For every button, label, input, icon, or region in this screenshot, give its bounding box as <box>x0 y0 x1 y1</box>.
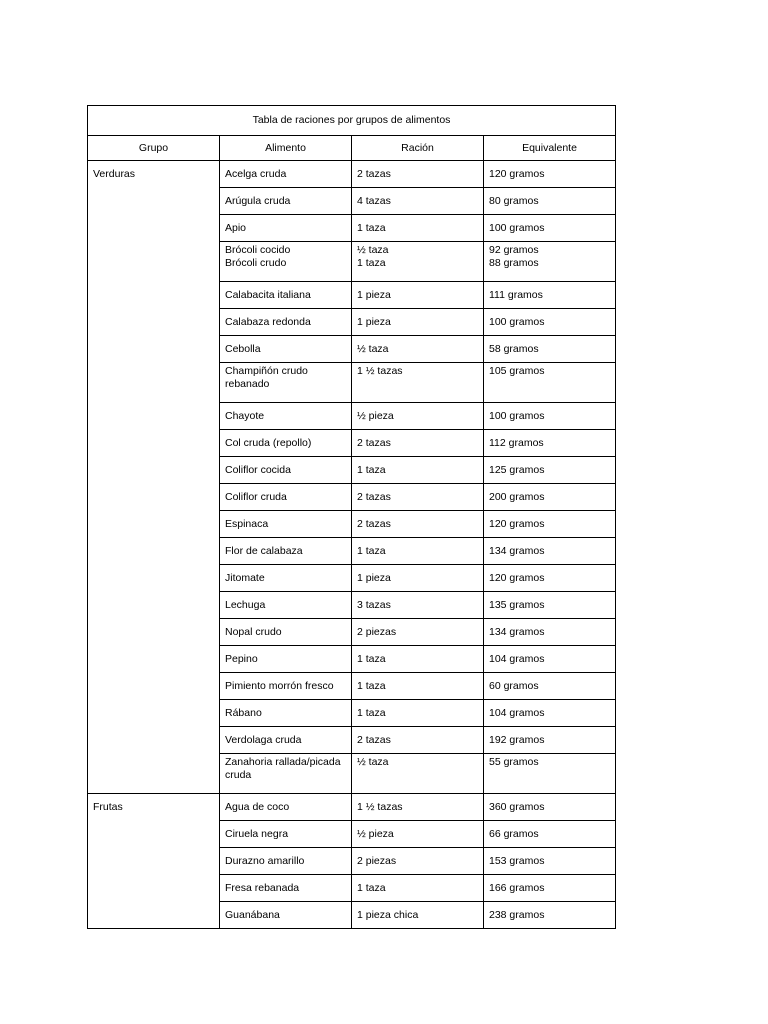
portion-cell <box>352 875 484 902</box>
portion-cell <box>352 848 484 875</box>
food-cell <box>220 821 352 848</box>
food-cell-line: Ciruela negra <box>225 827 289 840</box>
food-cell-line: Rábano <box>225 706 262 719</box>
portion-cell-line: 1 pieza <box>357 315 391 328</box>
equivalent-cell-line: 120 gramos <box>489 571 545 584</box>
portion-cell <box>352 646 484 673</box>
equivalent-cell-line: 112 gramos <box>489 436 544 449</box>
portion-cell <box>352 821 484 848</box>
food-cell-line: Chayote <box>225 409 265 422</box>
food-cell <box>220 484 352 511</box>
portion-cell <box>352 565 484 592</box>
portion-cell <box>352 336 484 363</box>
portion-cell <box>352 403 484 430</box>
portion-cell <box>352 592 484 619</box>
equivalent-cell-line: 92 gramos <box>489 244 539 256</box>
equivalent-cell <box>484 700 616 727</box>
food-cell-line: Flor de calabaza <box>225 544 303 557</box>
portion-cell <box>352 484 484 511</box>
food-cell-line: Calabaza redonda <box>225 315 311 328</box>
portion-cell <box>352 727 484 754</box>
portion-cell <box>352 511 484 538</box>
header-equivalent: Equivalente <box>484 136 616 161</box>
table-title-row <box>88 106 616 136</box>
food-cell <box>220 565 352 592</box>
portion-cell-line: ½ taza <box>357 244 389 256</box>
equivalent-cell-line: 360 gramos <box>489 800 545 813</box>
equivalent-cell-line: 104 gramos <box>489 706 545 719</box>
food-cell <box>220 403 352 430</box>
portion-cell <box>352 794 484 821</box>
food-cell-line: Durazno amarillo <box>225 854 305 867</box>
portion-cell <box>352 700 484 727</box>
portion-cell-line: 1 pieza <box>357 288 391 301</box>
food-cell-line: Coliflor cruda <box>225 490 287 503</box>
equivalent-cell <box>484 188 616 215</box>
portion-cell-line: 1 taza <box>357 256 386 269</box>
equivalent-cell-line: 60 gramos <box>489 679 539 692</box>
portion-cell <box>352 673 484 700</box>
portion-cell-line: 1 pieza <box>357 571 391 584</box>
equivalent-cell <box>484 484 616 511</box>
table-row <box>88 161 616 188</box>
equivalent-cell <box>484 282 616 309</box>
equivalent-cell-line: 192 gramos <box>489 733 545 746</box>
portion-cell <box>352 619 484 646</box>
equivalent-cell-line: 166 gramos <box>489 881 545 894</box>
header-food: Alimento <box>220 136 352 161</box>
equivalent-cell-line: 100 gramos <box>489 221 545 234</box>
food-cell <box>220 282 352 309</box>
header-portion: Ración <box>352 136 484 161</box>
portion-cell <box>352 161 484 188</box>
portion-cell-line: 2 tazas <box>357 167 391 180</box>
equivalent-cell <box>484 161 616 188</box>
equivalent-cell <box>484 242 616 282</box>
food-cell <box>220 592 352 619</box>
food-cell-line: Fresa rebanada <box>225 881 300 894</box>
portion-cell-line: 2 tazas <box>357 733 391 746</box>
equivalent-cell-line: 238 gramos <box>489 908 545 921</box>
equivalent-cell <box>484 727 616 754</box>
equivalent-cell <box>484 821 616 848</box>
portion-cell <box>352 188 484 215</box>
header-group: Grupo <box>88 136 220 161</box>
food-cell <box>220 511 352 538</box>
food-cell <box>220 336 352 363</box>
equivalent-cell <box>484 619 616 646</box>
food-cell-line: Arúgula cruda <box>225 194 291 207</box>
portion-cell <box>352 242 484 282</box>
portion-cell-line: 4 tazas <box>357 194 391 207</box>
food-cell-line: Brócoli crudo <box>225 256 287 269</box>
portion-cell-line: 1 ½ tazas <box>357 365 403 377</box>
equivalent-cell <box>484 673 616 700</box>
table-header-row <box>88 136 616 161</box>
equivalent-cell-line: 100 gramos <box>489 315 545 328</box>
equivalent-cell-line: 200 gramos <box>489 490 545 503</box>
food-cell <box>220 848 352 875</box>
food-cell-line: Espinaca <box>225 517 269 530</box>
food-cell <box>220 188 352 215</box>
portion-cell-line: 2 piezas <box>357 854 397 867</box>
equivalent-cell <box>484 794 616 821</box>
equivalent-cell <box>484 430 616 457</box>
food-cell-line: Verdolaga cruda <box>225 733 302 746</box>
equivalent-cell <box>484 363 616 403</box>
food-cell <box>220 794 352 821</box>
group-label: Frutas <box>88 794 220 929</box>
food-cell <box>220 902 352 929</box>
food-cell <box>220 161 352 188</box>
equivalent-cell <box>484 457 616 484</box>
rations-table <box>87 105 616 929</box>
food-cell-line: Zanahoria rallada/picada <box>225 756 341 768</box>
equivalent-cell-line: 80 gramos <box>489 194 539 207</box>
portion-cell-line: ½ taza <box>357 342 389 355</box>
equivalent-cell-line: 58 gramos <box>489 342 539 355</box>
portion-cell <box>352 754 484 794</box>
portion-cell <box>352 430 484 457</box>
food-cell <box>220 363 352 403</box>
equivalent-cell <box>484 848 616 875</box>
portion-cell <box>352 902 484 929</box>
portion-cell-line: ½ pieza <box>357 827 394 840</box>
portion-cell-line: 1 ½ tazas <box>357 800 403 813</box>
equivalent-cell <box>484 403 616 430</box>
food-cell <box>220 430 352 457</box>
portion-cell-line: 2 piezas <box>357 625 397 638</box>
food-cell <box>220 538 352 565</box>
equivalent-cell <box>484 215 616 242</box>
equivalent-cell-line: 135 gramos <box>489 598 545 611</box>
food-cell-line: Calabacita italiana <box>225 288 311 301</box>
portion-cell <box>352 538 484 565</box>
food-cell-line: Coliflor cocida <box>225 463 291 476</box>
equivalent-cell-line: 111 gramos <box>489 288 543 301</box>
food-cell-line: Cebolla <box>225 342 261 355</box>
portion-cell-line: 1 taza <box>357 652 386 665</box>
portion-cell <box>352 282 484 309</box>
portion-cell-line: 1 pieza chica <box>357 908 419 921</box>
food-cell <box>220 646 352 673</box>
table-row <box>88 794 616 821</box>
portion-cell-line: 1 taza <box>357 221 386 234</box>
food-cell <box>220 457 352 484</box>
food-cell <box>220 700 352 727</box>
equivalent-cell <box>484 565 616 592</box>
food-cell-line: Nopal crudo <box>225 625 282 638</box>
group-label: Verduras <box>88 161 220 794</box>
equivalent-cell <box>484 875 616 902</box>
portion-cell-line: 1 taza <box>357 881 386 894</box>
food-cell-line: Jitomate <box>225 571 265 584</box>
equivalent-cell <box>484 754 616 794</box>
equivalent-cell-line: 88 gramos <box>489 256 539 269</box>
equivalent-cell <box>484 336 616 363</box>
portion-cell <box>352 309 484 336</box>
portion-cell-line: 3 tazas <box>357 598 391 611</box>
equivalent-cell <box>484 511 616 538</box>
food-cell <box>220 619 352 646</box>
food-cell <box>220 673 352 700</box>
portion-cell-line: 2 tazas <box>357 517 391 530</box>
equivalent-cell-line: 104 gramos <box>489 652 545 665</box>
food-cell-line: Col cruda (repollo) <box>225 436 312 449</box>
portion-cell-line: 1 taza <box>357 463 386 476</box>
portion-cell-line: 1 taza <box>357 706 386 719</box>
food-cell-line: Acelga cruda <box>225 167 287 180</box>
portion-cell-line: ½ pieza <box>357 409 394 422</box>
equivalent-cell <box>484 538 616 565</box>
equivalent-cell-line: 134 gramos <box>489 625 545 638</box>
food-cell-line: Pimiento morrón fresco <box>225 679 334 692</box>
portion-cell-line: ½ taza <box>357 756 389 768</box>
equivalent-cell <box>484 902 616 929</box>
equivalent-cell-line: 66 gramos <box>489 827 539 840</box>
food-cell <box>220 242 352 282</box>
portion-cell <box>352 363 484 403</box>
food-cell-line: Apio <box>225 221 247 234</box>
equivalent-cell-line: 153 gramos <box>489 854 545 867</box>
portion-cell-line: 2 tazas <box>357 436 391 449</box>
equivalent-cell-line: 120 gramos <box>489 167 545 180</box>
equivalent-cell-line: 125 gramos <box>489 463 545 476</box>
equivalent-cell-line: 100 gramos <box>489 409 545 422</box>
portion-cell-line: 1 taza <box>357 544 386 557</box>
portion-cell-line: 1 taza <box>357 679 386 692</box>
equivalent-cell <box>484 592 616 619</box>
equivalent-cell <box>484 646 616 673</box>
food-cell <box>220 215 352 242</box>
table-title: Tabla de raciones por grupos de alimentos <box>88 106 616 136</box>
food-cell-line: Agua de coco <box>225 800 290 813</box>
food-cell <box>220 754 352 794</box>
equivalent-cell-line: 120 gramos <box>489 517 545 530</box>
equivalent-cell-line: 55 gramos <box>489 756 539 768</box>
food-cell-line: Pepino <box>225 652 258 665</box>
food-cell <box>220 875 352 902</box>
food-cell-line: Guanábana <box>225 908 280 921</box>
food-cell <box>220 309 352 336</box>
equivalent-cell <box>484 309 616 336</box>
portion-cell <box>352 457 484 484</box>
food-cell-line: cruda <box>225 768 252 781</box>
portion-cell-line: 2 tazas <box>357 490 391 503</box>
equivalent-cell-line: 105 gramos <box>489 365 545 377</box>
food-cell-line: Champiñón crudo <box>225 365 308 377</box>
food-cell-line: rebanado <box>225 377 270 390</box>
food-cell-line: Brócoli cocido <box>225 244 291 256</box>
equivalent-cell-line: 134 gramos <box>489 544 545 557</box>
food-cell-line: Lechuga <box>225 598 266 611</box>
food-cell <box>220 727 352 754</box>
portion-cell <box>352 215 484 242</box>
